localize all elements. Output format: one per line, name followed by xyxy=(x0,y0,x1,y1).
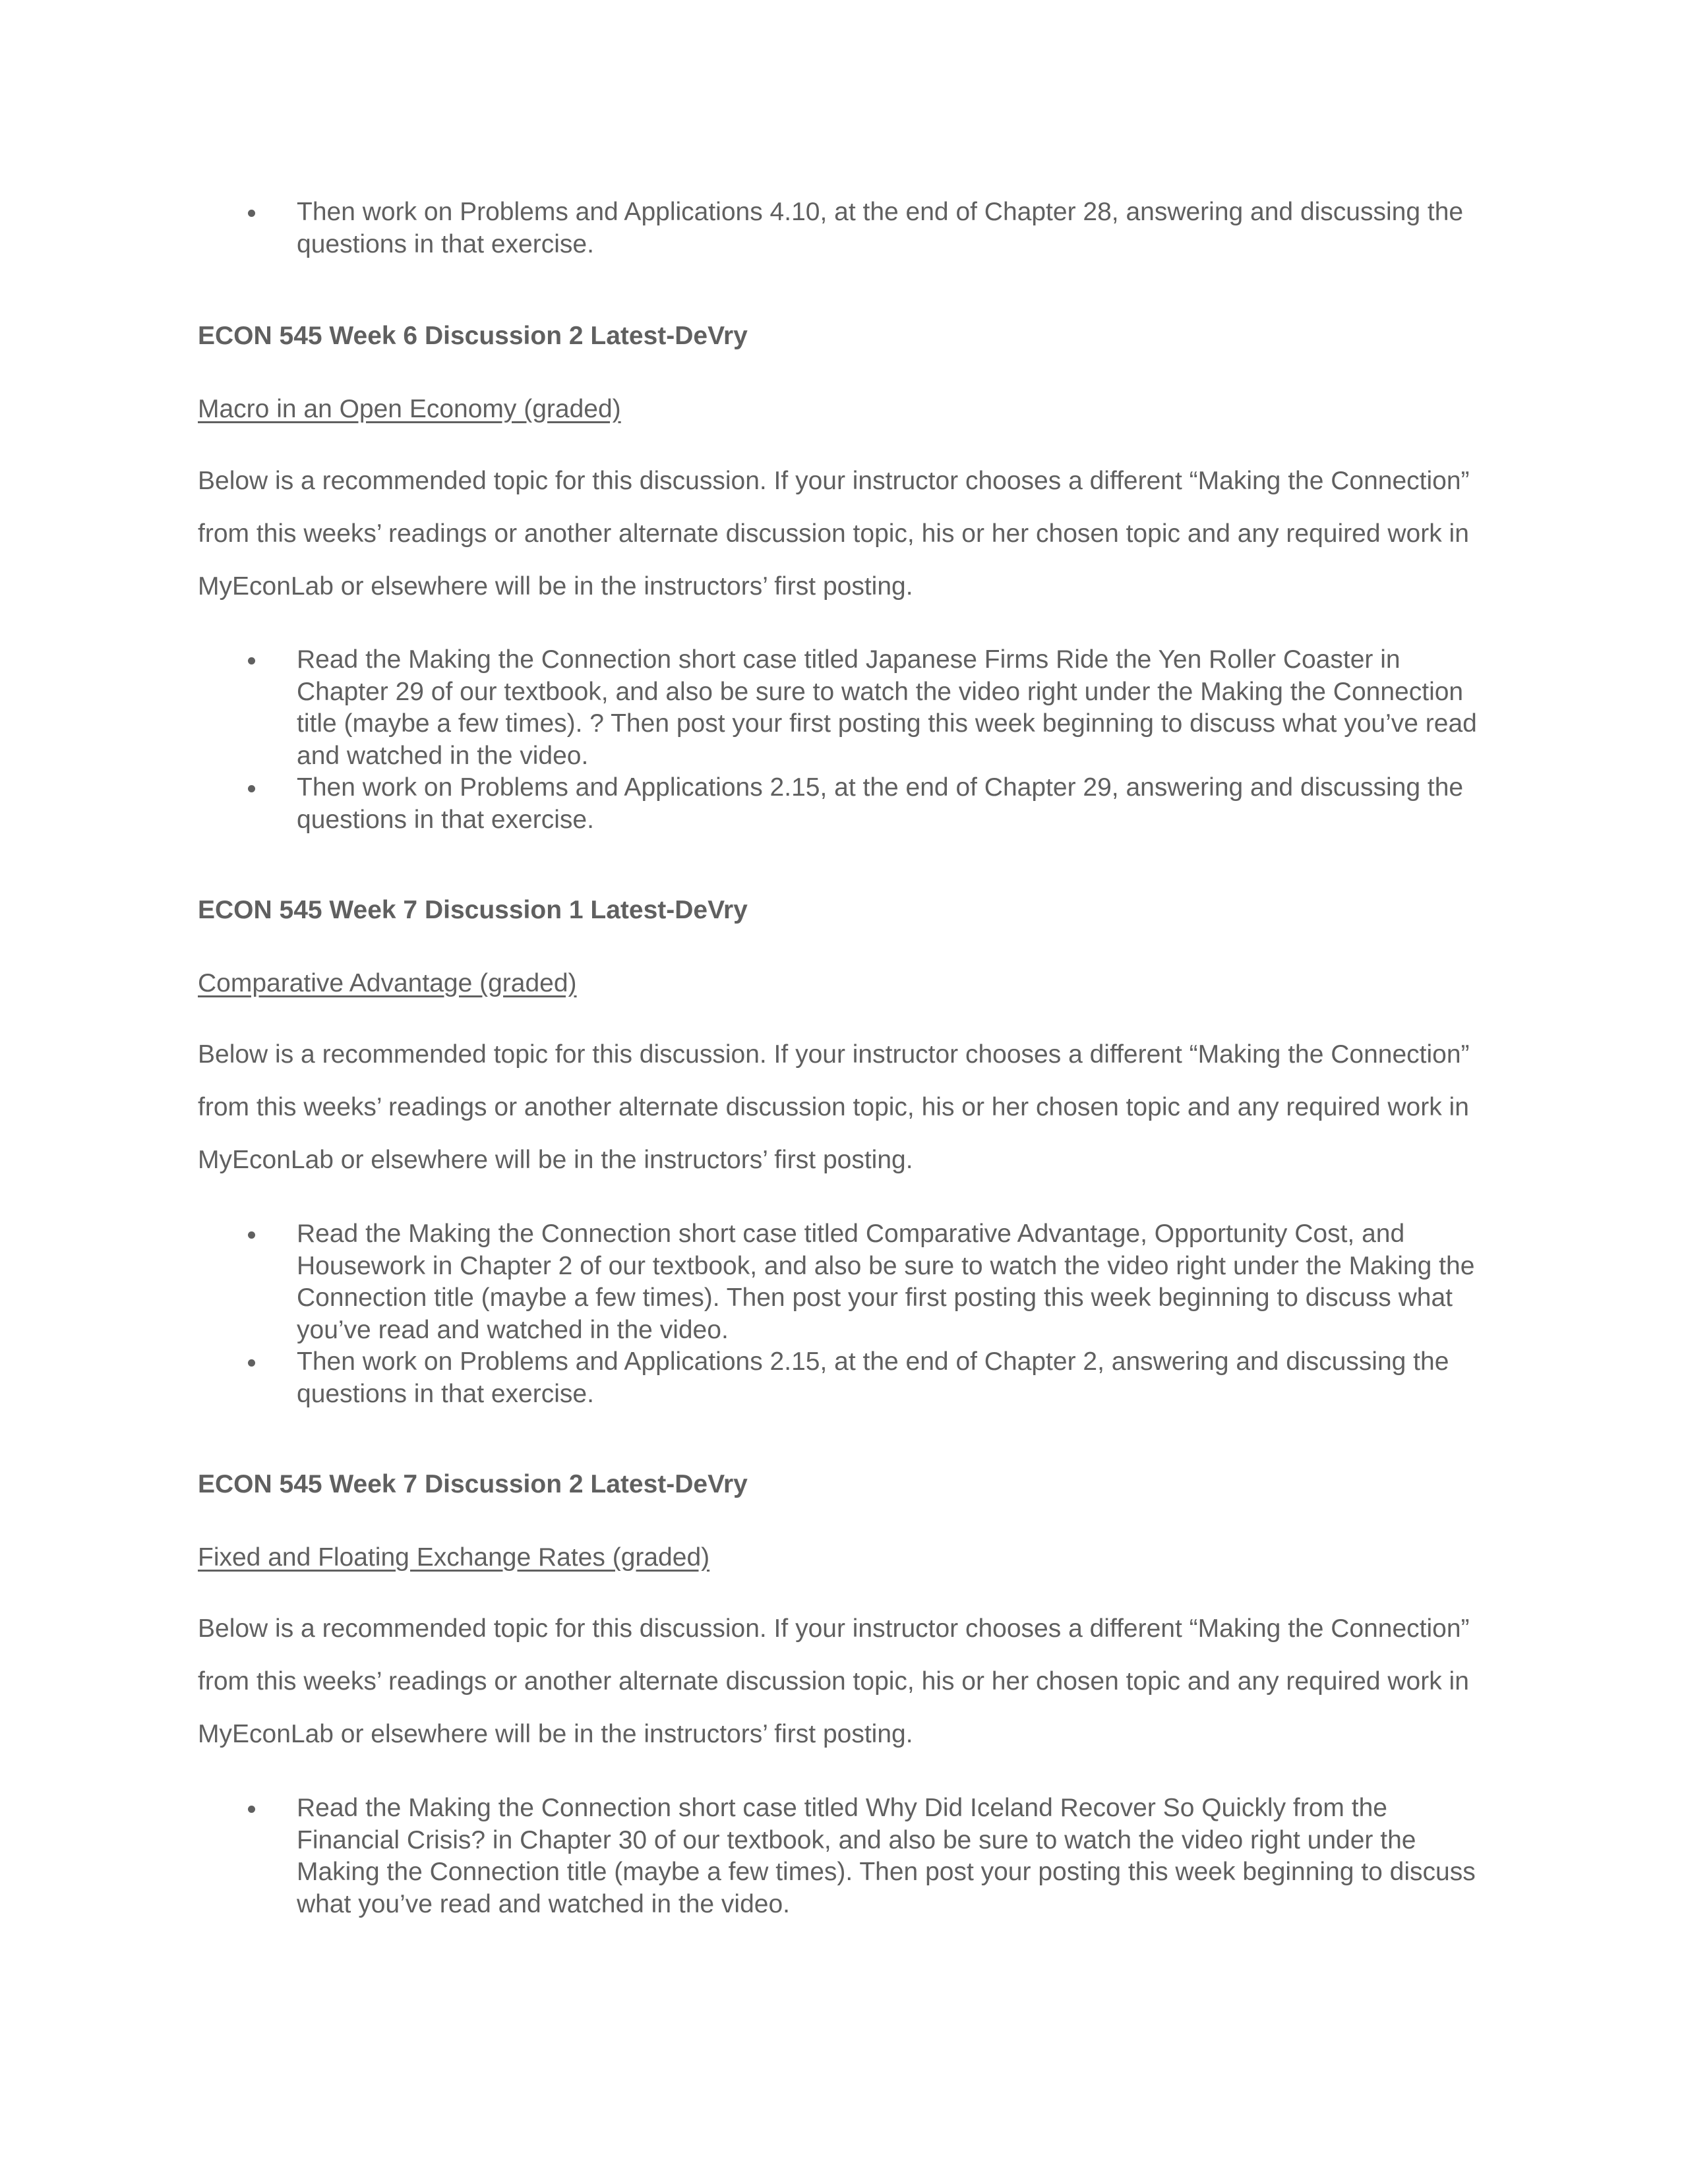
list-item xyxy=(251,196,1490,260)
section-subheading: Fixed and Floating Exchange Rates (graded) xyxy=(198,1543,710,1572)
bullet-icon xyxy=(248,657,255,664)
section-subheading: Comparative Advantage (graded) xyxy=(198,969,577,997)
section-paragraph: Below is a recommended topic for this discussion. If your instructor chooses a different “Making the Connection” from this weeks’ readings or another alternate discussion topic, his or her chosen topic and any required work in MyEconLab or elsewhere will be in the instructors’ first posting. xyxy=(198,467,1470,601)
bullet-icon xyxy=(248,1359,255,1367)
list-item xyxy=(251,1792,1490,1920)
section-paragraph: Below is a recommended topic for this discussion. If your instructor chooses a different “Making the Connection” from this weeks’ readings or another alternate discussion topic, his or her chosen topic and any required work in MyEconLab or elsewhere will be in the instructors’ first posting. xyxy=(198,1614,1470,1748)
section-subheading: Macro in an Open Economy (graded) xyxy=(198,395,621,423)
section-heading: ECON 545 Week 6 Discussion 2 Latest-DeVry xyxy=(198,322,748,350)
section-bullet-list xyxy=(251,1218,1490,1410)
bullet-text: Read the Making the Connection short case titled Why Did Iceland Recover So Quickly from the Financial Crisis? in Chapter 30 of our textbook, and also be sure to watch the video right under the Making the Connection title (maybe a few times). Then post your posting this week beginning to discuss what you’ve read and watched in the video. xyxy=(297,1794,1476,1918)
bullet-text: Read the Making the Connection short case titled Comparative Advantage, Opportunity Cost, and Housework in Chapter 2 of our textbook, and also be sure to watch the video right under the Making the Connection title (maybe a few times). Then post your first posting this week beginning to discuss what you’ve read and watched in the video. xyxy=(297,1220,1475,1344)
bullet-icon xyxy=(248,785,255,792)
section-bullet-list xyxy=(251,644,1490,836)
bullet-icon xyxy=(248,210,255,217)
list-item xyxy=(251,1218,1490,1346)
list-item xyxy=(251,1346,1490,1410)
section-paragraph: Below is a recommended topic for this discussion. If your instructor chooses a different “Making the Connection” from this weeks’ readings or another alternate discussion topic, his or her chosen topic and any required work in MyEconLab or elsewhere will be in the instructors’ first posting. xyxy=(198,1040,1470,1174)
section-heading: ECON 545 Week 7 Discussion 2 Latest-DeVry xyxy=(198,1470,748,1498)
section-bullet-list xyxy=(251,1792,1490,1920)
list-item xyxy=(251,772,1490,836)
list-item xyxy=(251,644,1490,772)
bullet-icon xyxy=(248,1231,255,1239)
bullet-text: Then work on Problems and Applications 4.10, at the end of Chapter 28, answering and discussing the questions in that exercise. xyxy=(297,198,1464,258)
bullet-text: Read the Making the Connection short case titled Japanese Firms Ride the Yen Roller Coaster in Chapter 29 of our textbook, and also be sure to watch the video right under the Making the Connection title (maybe a few times). ? Then post your first posting this week beginning to discuss what you’ve read and watched in the video. xyxy=(297,645,1477,770)
bullet-text: Then work on Problems and Applications 2.15, at the end of Chapter 2, answering and discussing the questions in that exercise. xyxy=(297,1347,1449,1408)
section-heading: ECON 545 Week 7 Discussion 1 Latest-DeVry xyxy=(198,896,748,924)
intro-bullet-list xyxy=(251,196,1490,260)
bullet-icon xyxy=(248,1806,255,1813)
bullet-text: Then work on Problems and Applications 2.15, at the end of Chapter 29, answering and discussing the questions in that exercise. xyxy=(297,773,1464,834)
